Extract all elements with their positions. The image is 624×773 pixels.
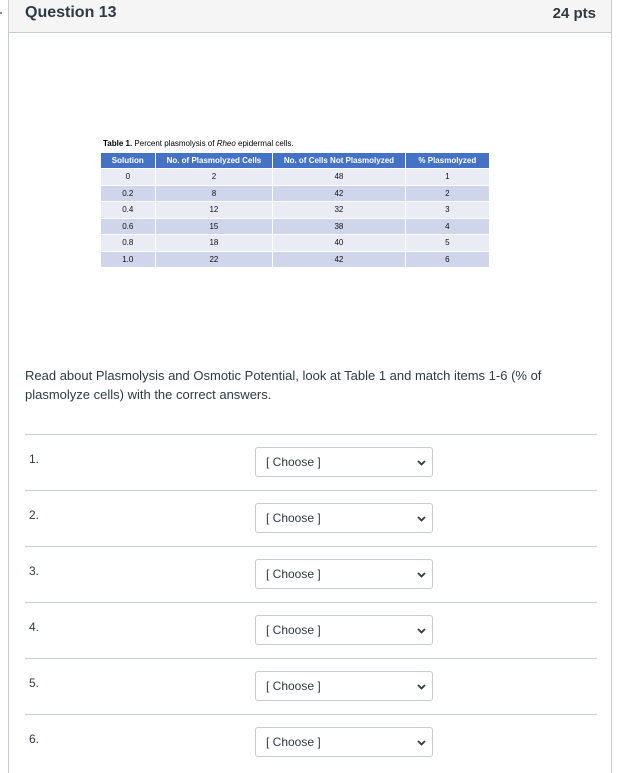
answer-row bbox=[25, 434, 597, 489]
table-row bbox=[101, 202, 490, 219]
cell-solution: 0.4 bbox=[101, 202, 155, 219]
question-instructions: Read about Plasmolysis and Osmotic Potential, look at Table 1 and match items 1-6 (% of plasmolyze cells) with the correct answers. bbox=[25, 368, 542, 402]
question-header bbox=[9, 0, 611, 33]
table-row bbox=[101, 235, 490, 252]
cell-percent: 4 bbox=[405, 218, 489, 235]
caption-text-1: Percent plasmolysis of bbox=[132, 139, 217, 148]
answer-row bbox=[25, 546, 597, 601]
table-caption bbox=[103, 139, 501, 148]
select-value: [ Choose ] bbox=[266, 679, 321, 693]
cell-not-plasmolyzed: 32 bbox=[273, 202, 405, 219]
answer-row bbox=[25, 602, 597, 657]
plasmolysis-table bbox=[101, 153, 490, 267]
table-row bbox=[101, 218, 490, 235]
cell-solution: 0.6 bbox=[101, 218, 155, 235]
answer-row bbox=[25, 714, 597, 769]
answer-number: 4. bbox=[29, 620, 40, 634]
caption-species: Rheo bbox=[216, 139, 236, 148]
select-value: [ Choose ] bbox=[266, 567, 321, 581]
answer-row bbox=[25, 490, 597, 545]
chevron-down-icon bbox=[416, 513, 427, 524]
cell-not-plasmolyzed: 40 bbox=[273, 235, 405, 252]
header-plasmolyzed: No. of Plasmolyzed Cells bbox=[155, 153, 273, 169]
header-percent: % Plasmolyzed bbox=[405, 153, 489, 169]
table-image bbox=[101, 139, 501, 267]
answer-select-4[interactable] bbox=[255, 615, 433, 645]
table-row bbox=[101, 251, 490, 267]
question-card bbox=[8, 0, 612, 773]
cell-percent: 2 bbox=[405, 185, 489, 202]
answer-list bbox=[25, 434, 597, 770]
edge-marker bbox=[0, 12, 2, 14]
table-row bbox=[101, 185, 490, 202]
select-value: [ Choose ] bbox=[266, 623, 321, 637]
cell-plasmolyzed: 22 bbox=[155, 251, 273, 267]
header-not-plasmolyzed: No. of Cells Not Plasmolyzed bbox=[273, 153, 405, 169]
answer-number: 2. bbox=[29, 508, 40, 522]
cell-plasmolyzed: 2 bbox=[155, 169, 273, 186]
cell-percent: 5 bbox=[405, 235, 489, 252]
chevron-down-icon bbox=[416, 457, 427, 468]
cell-plasmolyzed: 15 bbox=[155, 218, 273, 235]
cell-solution: 0 bbox=[101, 169, 155, 186]
caption-text-2: epidermal cells. bbox=[235, 139, 294, 148]
answer-select-6[interactable] bbox=[255, 727, 433, 757]
cell-plasmolyzed: 12 bbox=[155, 202, 273, 219]
answer-number: 5. bbox=[29, 676, 40, 690]
chevron-down-icon bbox=[416, 737, 427, 748]
select-value: [ Choose ] bbox=[266, 455, 321, 469]
cell-plasmolyzed: 8 bbox=[155, 185, 273, 202]
answer-select-3[interactable] bbox=[255, 559, 433, 589]
table-row bbox=[101, 169, 490, 186]
answer-row bbox=[25, 658, 597, 713]
question-title: Question 13 bbox=[25, 4, 117, 21]
table-header-row bbox=[101, 153, 490, 169]
cell-solution: 0.8 bbox=[101, 235, 155, 252]
answer-number: 3. bbox=[29, 564, 40, 578]
cell-solution: 1.0 bbox=[101, 251, 155, 267]
chevron-down-icon bbox=[416, 569, 427, 580]
header-solution: Solution bbox=[101, 153, 155, 169]
answer-number: 6. bbox=[29, 732, 40, 746]
question-points: 24 pts bbox=[552, 5, 596, 22]
cell-percent: 6 bbox=[405, 251, 489, 267]
cell-percent: 3 bbox=[405, 202, 489, 219]
chevron-down-icon bbox=[416, 681, 427, 692]
cell-not-plasmolyzed: 42 bbox=[273, 251, 405, 267]
caption-label: Table 1. bbox=[103, 139, 133, 148]
answer-number: 1. bbox=[29, 452, 40, 466]
chevron-down-icon bbox=[416, 625, 427, 636]
select-value: [ Choose ] bbox=[266, 511, 321, 525]
answer-select-1[interactable] bbox=[255, 447, 433, 477]
select-value: [ Choose ] bbox=[266, 735, 321, 749]
answer-select-2[interactable] bbox=[255, 503, 433, 533]
cell-not-plasmolyzed: 48 bbox=[273, 169, 405, 186]
cell-not-plasmolyzed: 42 bbox=[273, 185, 405, 202]
cell-solution: 0.2 bbox=[101, 185, 155, 202]
cell-plasmolyzed: 18 bbox=[155, 235, 273, 252]
answer-select-5[interactable] bbox=[255, 671, 433, 701]
cell-not-plasmolyzed: 38 bbox=[273, 218, 405, 235]
cell-percent: 1 bbox=[405, 169, 489, 186]
